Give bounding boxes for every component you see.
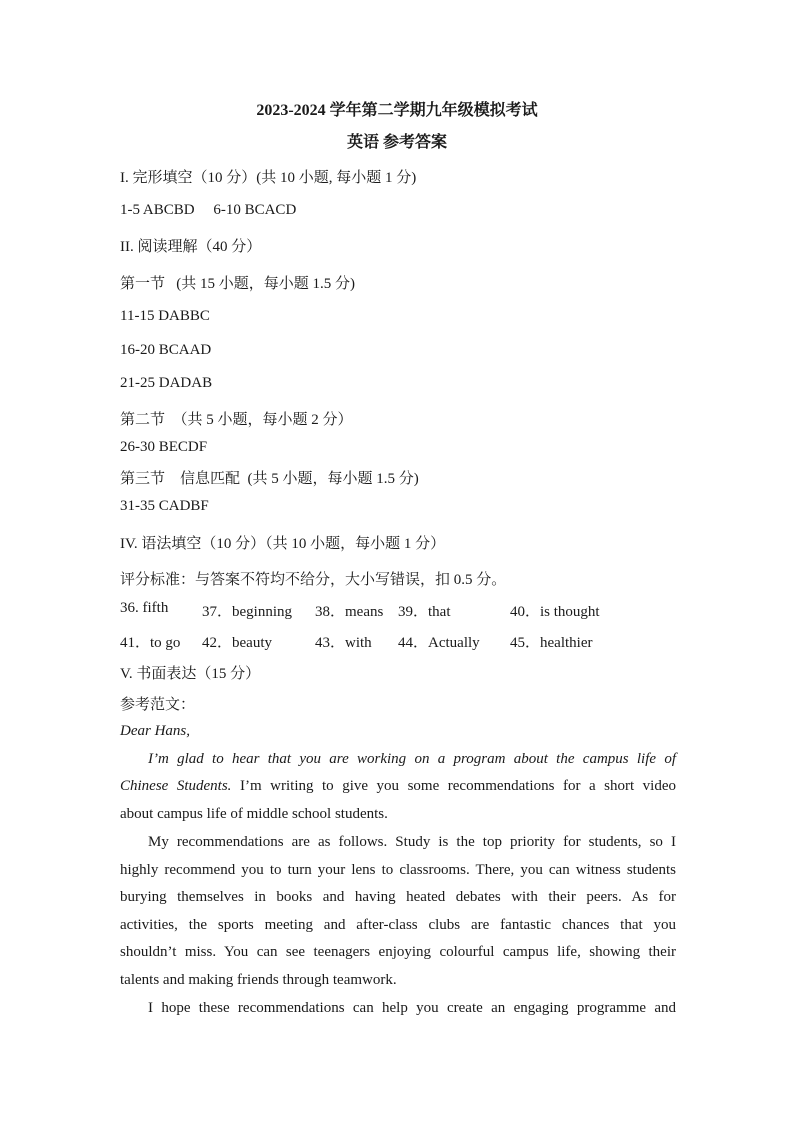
sample-label: 参考范文： (120, 697, 196, 713)
section4-heading: IV. 语法填空（10 分）（共 10 小题，每小题 1 分） (120, 536, 446, 552)
section2-heading: II. 阅读理解（40 分） (120, 239, 262, 255)
answer-line: 26-30 BECDF (120, 439, 208, 455)
grammar-answer: 45．healthier (510, 635, 593, 651)
paragraph-line: highly recommend you to turn your lens to classrooms. There, you can witness students (120, 862, 676, 878)
grammar-answer: 42．beauty (202, 635, 272, 651)
grammar-answer: 36. fifth (120, 600, 169, 616)
paragraph-line: I hope these recommendations can help you create an engaging programme and (148, 1000, 676, 1016)
section1-answers: 1-5 ABCBD 6-10 BCACD (120, 202, 297, 218)
paragraph-line: burying themselves in books and having heated debates with their peers. As for (120, 889, 676, 905)
section2-part1-heading: 第一节 (共 15 小题，每小题 1.5 分) (120, 276, 355, 292)
scoring-criteria: 评分标准：与答案不符均不给分，大小写错误，扣 0.5 分。 (120, 572, 507, 588)
grammar-answer: 43．with (315, 635, 372, 651)
answer-line: 11-15 DABBC (120, 308, 210, 324)
italic-phrase: Chinese Students. (120, 778, 232, 794)
page-subtitle: 英语 参考答案 (346, 134, 447, 151)
paragraph-line: shouldn’t miss. You can see teenagers enjoying colourful campus life, showing their (120, 944, 676, 960)
grammar-answer: 44．Actually (398, 635, 480, 651)
grammar-answer: 39．that (398, 604, 451, 620)
grammar-answer: 40．is thought (510, 604, 600, 620)
section1-heading: I. 完形填空（10 分）(共 10 小题, 每小题 1 分) (120, 170, 417, 186)
section2-part3-heading: 第三节 信息匹配 (共 5 小题，每小题 1.5 分) (120, 471, 419, 487)
answer-line: 16-20 BCAAD (120, 342, 212, 358)
answer-line: 31-35 CADBF (120, 498, 209, 514)
text-run: I’m writing to give you some recommendations for a short video (231, 778, 677, 794)
paragraph-line: talents and making friends through teamwork. (120, 972, 397, 988)
grammar-answer: 37．beginning (202, 604, 292, 620)
grammar-answer: 41．to go (120, 635, 181, 651)
paragraph-line: My recommendations are as follows. Study is the top priority for students, so I (148, 834, 676, 850)
paragraph-line: about campus life of middle school students. (120, 806, 388, 822)
paragraph-line: I’m glad to hear that you are working on a program about the campus life of (148, 751, 676, 767)
letter-salutation: Dear Hans, (120, 723, 190, 739)
section5-heading: V. 书面表达（15 分） (120, 666, 261, 682)
section2-part2-heading: 第二节 （共 5 小题，每小题 2 分） (120, 412, 353, 428)
answer-line: 21-25 DADAB (120, 375, 213, 391)
page-title: 2023-2024 学年第二学期九年级模拟考试 (256, 102, 538, 119)
grammar-answer: 38．means (315, 604, 384, 620)
paragraph-line (120, 778, 676, 795)
paragraph-line: activities, the sports meeting and after-class clubs are fantastic chances that you (120, 917, 676, 933)
